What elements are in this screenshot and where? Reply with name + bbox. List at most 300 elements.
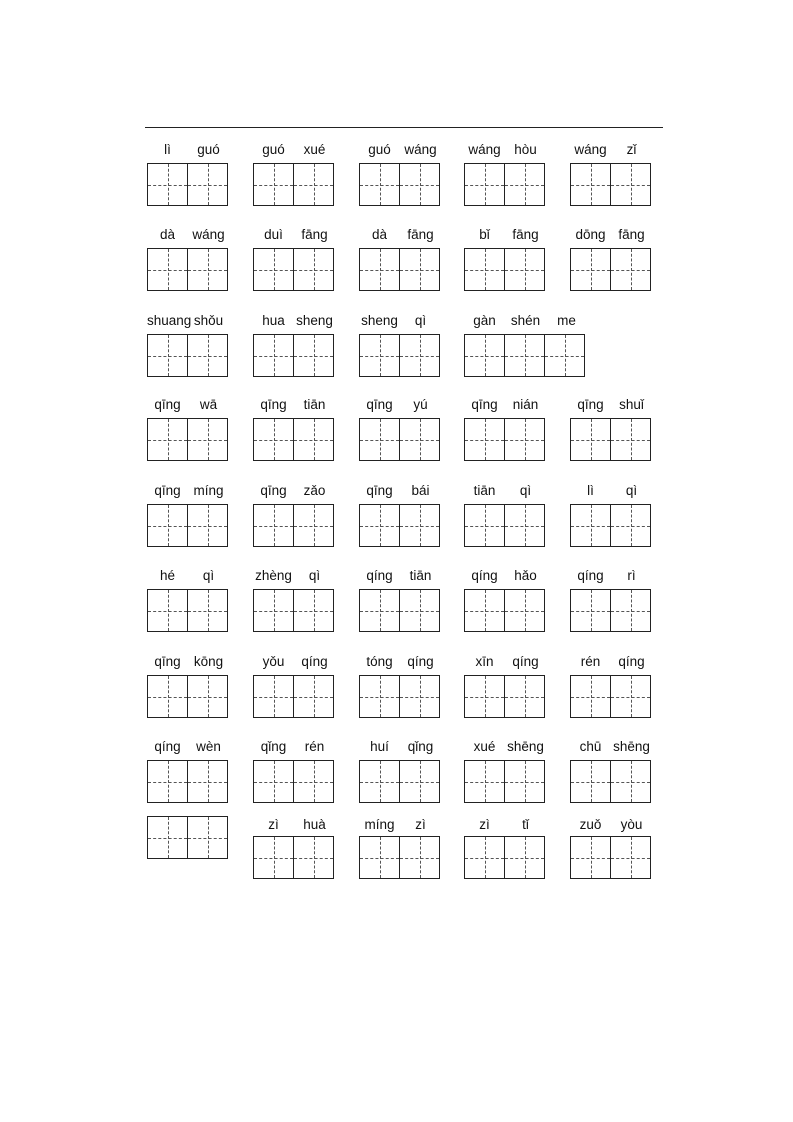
tian-zi-box[interactable]	[359, 675, 400, 718]
guide-line-horizontal	[294, 185, 333, 186]
pinyin-label	[570, 482, 652, 500]
writing-grid	[359, 248, 440, 291]
tian-zi-box[interactable]	[147, 816, 188, 859]
guide-line-horizontal	[360, 697, 399, 698]
tian-zi-box[interactable]	[504, 589, 545, 632]
tian-zi-box[interactable]	[544, 334, 585, 377]
tian-zi-box[interactable]	[610, 504, 651, 547]
guide-line-horizontal	[465, 270, 504, 271]
pinyin-label	[253, 738, 335, 756]
writing-grid	[464, 163, 545, 206]
pinyin-label	[464, 396, 546, 414]
writing-grid	[570, 163, 651, 206]
tian-zi-box[interactable]	[504, 836, 545, 879]
pinyin-syllable: sheng	[296, 313, 333, 328]
tian-zi-box[interactable]	[464, 836, 505, 879]
pinyin-syllable: qīng	[471, 397, 498, 412]
pinyin-label	[253, 653, 335, 671]
tian-zi-box[interactable]	[504, 334, 545, 377]
guide-line-horizontal	[465, 185, 504, 186]
tian-zi-box[interactable]	[399, 163, 440, 206]
guide-line-horizontal	[294, 356, 333, 357]
pinyin-label	[359, 226, 441, 244]
tian-zi-box[interactable]	[253, 504, 294, 547]
tian-zi-box[interactable]	[359, 589, 400, 632]
guide-line-horizontal	[360, 185, 399, 186]
guide-line-horizontal	[188, 838, 227, 839]
tian-zi-box[interactable]	[570, 760, 611, 803]
pinyin-syllable: qǐng	[407, 739, 434, 754]
pinyin-label	[359, 141, 441, 159]
pinyin-syllable: zǐ	[626, 142, 637, 157]
tian-zi-box[interactable]	[293, 504, 334, 547]
writing-grid	[359, 163, 440, 206]
pinyin-syllable: yú	[413, 397, 428, 412]
tian-zi-box[interactable]	[399, 589, 440, 632]
tian-zi-box[interactable]	[610, 418, 651, 461]
pinyin-label	[464, 738, 546, 756]
tian-zi-box[interactable]	[187, 418, 228, 461]
guide-line-horizontal	[611, 697, 650, 698]
pinyin-syllable: hé	[159, 568, 176, 583]
guide-line-horizontal	[505, 858, 544, 859]
tian-zi-box[interactable]	[147, 760, 188, 803]
pinyin-syllable: tóng	[366, 654, 393, 669]
guide-line-horizontal	[188, 356, 227, 357]
pinyin-label	[253, 396, 335, 414]
tian-zi-box[interactable]	[504, 760, 545, 803]
pinyin-syllable: tǐ	[522, 817, 529, 832]
tian-zi-box[interactable]	[464, 334, 505, 377]
guide-line-horizontal	[505, 185, 544, 186]
tian-zi-box[interactable]	[187, 589, 228, 632]
pinyin-syllable: qīng	[154, 483, 181, 498]
tian-zi-box[interactable]	[147, 163, 188, 206]
tian-zi-box[interactable]	[253, 836, 294, 879]
tian-zi-box[interactable]	[253, 675, 294, 718]
guide-line-horizontal	[571, 782, 610, 783]
pinyin-syllable: shǒu	[193, 313, 224, 328]
pinyin-syllable: dōng	[575, 227, 606, 242]
guide-line-horizontal	[294, 858, 333, 859]
tian-zi-box[interactable]	[464, 675, 505, 718]
guide-line-horizontal	[294, 526, 333, 527]
pinyin-syllable: qīng	[154, 397, 181, 412]
pinyin-syllable: qì	[414, 313, 427, 328]
tian-zi-box[interactable]	[610, 589, 651, 632]
pinyin-syllable: fāng	[301, 227, 328, 242]
pinyin-label	[147, 738, 229, 756]
pinyin-syllable: fāng	[512, 227, 539, 242]
pinyin-syllable: huà	[303, 817, 326, 832]
tian-zi-box[interactable]	[504, 675, 545, 718]
tian-zi-box[interactable]	[293, 334, 334, 377]
tian-zi-box[interactable]	[293, 248, 334, 291]
pinyin-syllable: qì	[625, 483, 638, 498]
pinyin-syllable: guó	[368, 142, 391, 157]
tian-zi-box[interactable]	[610, 248, 651, 291]
pinyin-syllable: qíng	[301, 654, 328, 669]
pinyin-label	[464, 482, 546, 500]
guide-line-horizontal	[571, 858, 610, 859]
tian-zi-box[interactable]	[253, 418, 294, 461]
writing-grid	[147, 760, 228, 803]
pinyin-syllable: qīng	[260, 397, 287, 412]
writing-grid	[359, 334, 440, 377]
guide-line-horizontal	[465, 526, 504, 527]
tian-zi-box[interactable]	[187, 675, 228, 718]
pinyin-syllable: huí	[370, 739, 389, 754]
guide-line-horizontal	[148, 185, 187, 186]
tian-zi-box[interactable]	[610, 675, 651, 718]
tian-zi-box[interactable]	[399, 334, 440, 377]
pinyin-label	[359, 567, 441, 585]
pinyin-syllable: zuǒ	[579, 817, 602, 832]
guide-line-horizontal	[465, 356, 504, 357]
writing-grid	[147, 504, 228, 547]
guide-line-horizontal	[400, 782, 439, 783]
tian-zi-box[interactable]	[293, 163, 334, 206]
pinyin-syllable: qì	[202, 568, 215, 583]
guide-line-horizontal	[400, 185, 439, 186]
tian-zi-box[interactable]	[359, 248, 400, 291]
pinyin-syllable: qīng	[154, 654, 181, 669]
tian-zi-box[interactable]	[359, 163, 400, 206]
tian-zi-box[interactable]	[464, 504, 505, 547]
tian-zi-box[interactable]	[464, 589, 505, 632]
pinyin-label	[359, 816, 441, 834]
tian-zi-box[interactable]	[504, 248, 545, 291]
pinyin-syllable: fāng	[407, 227, 434, 242]
guide-line-horizontal	[465, 858, 504, 859]
guide-line-horizontal	[465, 611, 504, 612]
pinyin-syllable: shēng	[613, 739, 650, 754]
pinyin-syllable: hǎo	[514, 568, 537, 583]
guide-line-horizontal	[148, 526, 187, 527]
tian-zi-box[interactable]	[359, 334, 400, 377]
tian-zi-box[interactable]	[464, 760, 505, 803]
writing-grid	[253, 675, 334, 718]
writing-grid	[147, 816, 228, 859]
pinyin-syllable: qīng	[577, 397, 604, 412]
writing-grid	[147, 418, 228, 461]
pinyin-syllable: qì	[519, 483, 532, 498]
pinyin-syllable: yòu	[620, 817, 643, 832]
pinyin-syllable: qíng	[407, 654, 434, 669]
tian-zi-box[interactable]	[147, 504, 188, 547]
tian-zi-box[interactable]	[570, 163, 611, 206]
guide-line-horizontal	[400, 270, 439, 271]
tian-zi-box[interactable]	[399, 675, 440, 718]
pinyin-label	[253, 226, 335, 244]
tian-zi-box[interactable]	[293, 836, 334, 879]
pinyin-label	[253, 141, 335, 159]
pinyin-syllable: shuǐ	[619, 397, 644, 412]
pinyin-label	[359, 312, 441, 330]
guide-line-horizontal	[571, 526, 610, 527]
guide-line-horizontal	[505, 526, 544, 527]
tian-zi-box[interactable]	[464, 248, 505, 291]
guide-line-horizontal	[254, 611, 293, 612]
guide-line-horizontal	[360, 270, 399, 271]
writing-grid	[147, 675, 228, 718]
tian-zi-box[interactable]	[253, 760, 294, 803]
tian-zi-box[interactable]	[359, 836, 400, 879]
tian-zi-box[interactable]	[359, 504, 400, 547]
tian-zi-box[interactable]	[253, 163, 294, 206]
tian-zi-box[interactable]	[399, 504, 440, 547]
pinyin-label	[147, 482, 229, 500]
tian-zi-box[interactable]	[610, 836, 651, 879]
pinyin-syllable: hòu	[514, 142, 537, 157]
tian-zi-box[interactable]	[504, 163, 545, 206]
guide-line-horizontal	[294, 440, 333, 441]
pinyin-syllable: wáng	[574, 142, 607, 157]
tian-zi-box[interactable]	[570, 836, 611, 879]
pinyin-label	[464, 653, 546, 671]
tian-zi-box[interactable]	[187, 760, 228, 803]
pinyin-label	[464, 567, 546, 585]
tian-zi-box[interactable]	[570, 418, 611, 461]
writing-grid	[464, 418, 545, 461]
writing-grid	[253, 334, 334, 377]
writing-grid	[253, 836, 334, 879]
guide-line-horizontal	[360, 858, 399, 859]
writing-grid	[570, 418, 651, 461]
guide-line-horizontal	[254, 782, 293, 783]
writing-grid	[570, 836, 651, 879]
tian-zi-box[interactable]	[359, 418, 400, 461]
tian-zi-box[interactable]	[570, 589, 611, 632]
guide-line-horizontal	[148, 838, 187, 839]
guide-line-horizontal	[188, 440, 227, 441]
pinyin-syllable: shēng	[507, 739, 544, 754]
pinyin-label	[147, 312, 229, 330]
guide-line-horizontal	[611, 858, 650, 859]
tian-zi-box[interactable]	[187, 504, 228, 547]
pinyin-label	[147, 653, 229, 671]
pinyin-syllable: me	[557, 313, 576, 328]
guide-line-horizontal	[505, 611, 544, 612]
guide-line-horizontal	[294, 697, 333, 698]
tian-zi-box[interactable]	[399, 836, 440, 879]
guide-line-horizontal	[294, 270, 333, 271]
pinyin-label	[359, 482, 441, 500]
pinyin-label	[147, 396, 229, 414]
pinyin-syllable: wáng	[404, 142, 437, 157]
pinyin-label	[464, 226, 546, 244]
pinyin-syllable: xué	[303, 142, 326, 157]
pinyin-syllable: qíng	[471, 568, 498, 583]
writing-grid	[359, 836, 440, 879]
tian-zi-box[interactable]	[187, 816, 228, 859]
tian-zi-box[interactable]	[147, 675, 188, 718]
pinyin-syllable: zhèng	[255, 568, 292, 583]
writing-grid	[253, 163, 334, 206]
guide-line-horizontal	[611, 782, 650, 783]
pinyin-label	[464, 816, 546, 834]
pinyin-label	[570, 653, 652, 671]
guide-line-horizontal	[188, 611, 227, 612]
pinyin-syllable: qíng	[577, 568, 604, 583]
tian-zi-box[interactable]	[504, 504, 545, 547]
pinyin-syllable: nián	[512, 397, 539, 412]
pinyin-label	[147, 141, 229, 159]
pinyin-syllable: duì	[264, 227, 283, 242]
writing-grid	[570, 248, 651, 291]
tian-zi-box[interactable]	[399, 418, 440, 461]
guide-line-horizontal	[254, 270, 293, 271]
pinyin-syllable: qíng	[618, 654, 645, 669]
tian-zi-box[interactable]	[570, 248, 611, 291]
tian-zi-box[interactable]	[464, 163, 505, 206]
guide-line-horizontal	[294, 782, 333, 783]
pinyin-syllable: kōng	[193, 654, 224, 669]
writing-grid	[570, 675, 651, 718]
pinyin-label	[570, 816, 652, 834]
guide-line-horizontal	[400, 526, 439, 527]
pinyin-label	[253, 312, 335, 330]
pinyin-syllable: gàn	[473, 313, 496, 328]
writing-grid	[147, 589, 228, 632]
pinyin-syllable: qì	[308, 568, 321, 583]
tian-zi-box[interactable]	[187, 334, 228, 377]
guide-line-horizontal	[571, 185, 610, 186]
pinyin-label	[359, 738, 441, 756]
guide-line-horizontal	[465, 782, 504, 783]
guide-line-horizontal	[400, 440, 439, 441]
tian-zi-box[interactable]	[147, 418, 188, 461]
tian-zi-box[interactable]	[253, 589, 294, 632]
guide-line-horizontal	[360, 440, 399, 441]
pinyin-syllable: qíng	[366, 568, 393, 583]
guide-line-horizontal	[611, 270, 650, 271]
guide-line-horizontal	[360, 526, 399, 527]
pinyin-syllable: qīng	[366, 397, 393, 412]
pinyin-syllable: míng	[364, 817, 395, 832]
writing-grid	[464, 675, 545, 718]
guide-line-horizontal	[254, 185, 293, 186]
pinyin-label	[570, 738, 652, 756]
guide-line-horizontal	[188, 185, 227, 186]
writing-grid	[359, 760, 440, 803]
pinyin-syllable: lì	[587, 483, 594, 498]
tian-zi-box[interactable]	[293, 589, 334, 632]
tian-zi-box[interactable]	[610, 760, 651, 803]
writing-grid	[359, 675, 440, 718]
pinyin-syllable: míng	[193, 483, 224, 498]
pinyin-syllable: guó	[197, 142, 220, 157]
writing-grid	[253, 418, 334, 461]
guide-line-horizontal	[254, 526, 293, 527]
guide-line-horizontal	[148, 697, 187, 698]
pinyin-syllable: zì	[268, 817, 279, 832]
tian-zi-box[interactable]	[253, 334, 294, 377]
writing-grid	[253, 589, 334, 632]
pinyin-syllable: xué	[473, 739, 496, 754]
writing-grid	[359, 504, 440, 547]
guide-line-horizontal	[148, 440, 187, 441]
tian-zi-box[interactable]	[293, 760, 334, 803]
tian-zi-box[interactable]	[147, 334, 188, 377]
pinyin-syllable: dà	[159, 227, 176, 242]
pinyin-syllable: zǎo	[303, 483, 326, 498]
writing-grid	[464, 248, 545, 291]
pinyin-label	[464, 141, 546, 159]
guide-line-horizontal	[148, 270, 187, 271]
tian-zi-box[interactable]	[187, 248, 228, 291]
tian-zi-box[interactable]	[359, 760, 400, 803]
guide-line-horizontal	[465, 440, 504, 441]
pinyin-syllable: rén	[304, 739, 325, 754]
writing-grid	[570, 504, 651, 547]
guide-line-horizontal	[254, 858, 293, 859]
guide-line-horizontal	[465, 697, 504, 698]
tian-zi-box[interactable]	[399, 760, 440, 803]
writing-grid	[464, 760, 545, 803]
tian-zi-box[interactable]	[570, 504, 611, 547]
guide-line-horizontal	[400, 356, 439, 357]
guide-line-horizontal	[611, 440, 650, 441]
pinyin-label	[253, 816, 335, 834]
writing-grid	[147, 163, 228, 206]
writing-grid	[570, 589, 651, 632]
tian-zi-box[interactable]	[610, 163, 651, 206]
pinyin-label	[570, 567, 652, 585]
guide-line-horizontal	[505, 356, 544, 357]
tian-zi-box[interactable]	[253, 248, 294, 291]
tian-zi-box[interactable]	[293, 675, 334, 718]
guide-line-horizontal	[188, 270, 227, 271]
top-rule	[145, 127, 663, 128]
pinyin-syllable: bǐ	[479, 227, 490, 242]
pinyin-syllable: fāng	[618, 227, 645, 242]
guide-line-horizontal	[254, 697, 293, 698]
tian-zi-box[interactable]	[464, 418, 505, 461]
tian-zi-box[interactable]	[399, 248, 440, 291]
pinyin-syllable: sheng	[361, 313, 398, 328]
writing-grid	[253, 248, 334, 291]
guide-line-horizontal	[188, 697, 227, 698]
pinyin-syllable: yǒu	[262, 654, 285, 669]
pinyin-syllable: chū	[579, 739, 602, 754]
writing-grid	[464, 334, 585, 377]
tian-zi-box[interactable]	[293, 418, 334, 461]
tian-zi-box[interactable]	[504, 418, 545, 461]
pinyin-syllable: tiān	[473, 483, 496, 498]
pinyin-syllable: wáng	[192, 227, 225, 242]
tian-zi-box[interactable]	[147, 589, 188, 632]
guide-line-horizontal	[505, 440, 544, 441]
guide-line-horizontal	[148, 611, 187, 612]
pinyin-syllable: qíng	[154, 739, 181, 754]
guide-line-horizontal	[611, 611, 650, 612]
tian-zi-box[interactable]	[187, 163, 228, 206]
pinyin-syllable: zì	[415, 817, 426, 832]
pinyin-syllable: xīn	[475, 654, 494, 669]
writing-grid	[570, 760, 651, 803]
pinyin-syllable: wáng	[468, 142, 501, 157]
pinyin-label	[359, 396, 441, 414]
tian-zi-box[interactable]	[147, 248, 188, 291]
pinyin-syllable: bái	[411, 483, 430, 498]
tian-zi-box[interactable]	[570, 675, 611, 718]
pinyin-label	[147, 226, 229, 244]
guide-line-horizontal	[294, 611, 333, 612]
writing-grid	[464, 589, 545, 632]
guide-line-horizontal	[571, 270, 610, 271]
guide-line-horizontal	[611, 526, 650, 527]
